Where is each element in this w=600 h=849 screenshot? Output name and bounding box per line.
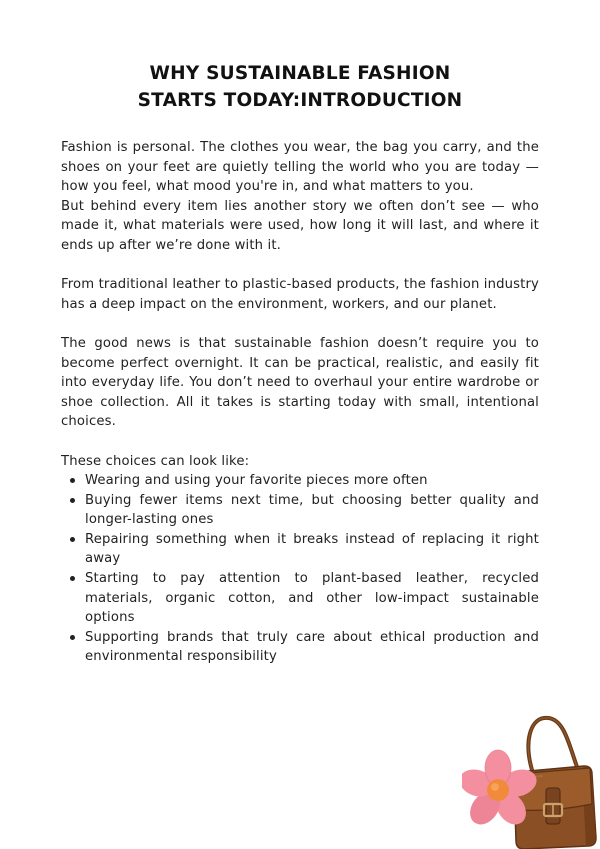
list-item-text: Supporting brands that truly care about ethical production and environmental responsibility bbox=[85, 629, 539, 665]
list-item bbox=[61, 530, 539, 569]
list-item bbox=[61, 569, 539, 628]
bullet-icon bbox=[70, 498, 75, 503]
page-title bbox=[0, 60, 600, 114]
article-body bbox=[61, 138, 539, 667]
choices-lead-in: These choices can look like: bbox=[61, 453, 250, 469]
list-item-text: Starting to pay attention to plant-based leather, recycled materials, organic cotton, and other low-impact sustainable options bbox=[85, 571, 539, 626]
bullet-icon bbox=[70, 478, 75, 483]
title-line-1: WHY SUSTAINABLE FASHION bbox=[149, 63, 451, 84]
bullet-icon bbox=[70, 576, 75, 581]
list-item bbox=[61, 628, 539, 667]
bullet-icon bbox=[70, 635, 75, 640]
list-item-text: Buying fewer items next time, but choosing better quality and longer-lasting ones bbox=[85, 492, 539, 528]
title-line-2: STARTS TODAY:INTRODUCTION bbox=[137, 90, 463, 111]
list-item-text: Wearing and using your favorite pieces more often bbox=[85, 473, 428, 489]
choices-list bbox=[61, 471, 539, 667]
paragraph-story: But behind every item lies another story we often don’t see — who made it, what materials were used, how long it will last, and where it ends up after we’re done with it. bbox=[61, 198, 539, 253]
paragraph-intro: Fashion is personal. The clothes you wear, the bag you carry, and the shoes on your feet are quietly telling the world who you are today — how you feel, what mood you're in, and what matters to you. bbox=[61, 140, 539, 195]
decoration-illustration bbox=[462, 712, 600, 849]
list-item bbox=[61, 471, 539, 491]
list-item bbox=[61, 491, 539, 530]
bullet-icon bbox=[70, 537, 75, 542]
list-item-text: Repairing something when it breaks instead of replacing it right away bbox=[85, 531, 539, 567]
paragraph-impact: From traditional leather to plastic-based products, the fashion industry has a deep impact on the environment, workers, and our planet. bbox=[61, 277, 540, 312]
paragraph-good-news: The good news is that sustainable fashion doesn’t require you to become perfect overnight. It can be practical, realistic, and easily fit into everyday life. You don’t need to overhaul your entire wardrobe or shoe collection. All it takes is starting today with small, intentional choices. bbox=[61, 335, 539, 430]
